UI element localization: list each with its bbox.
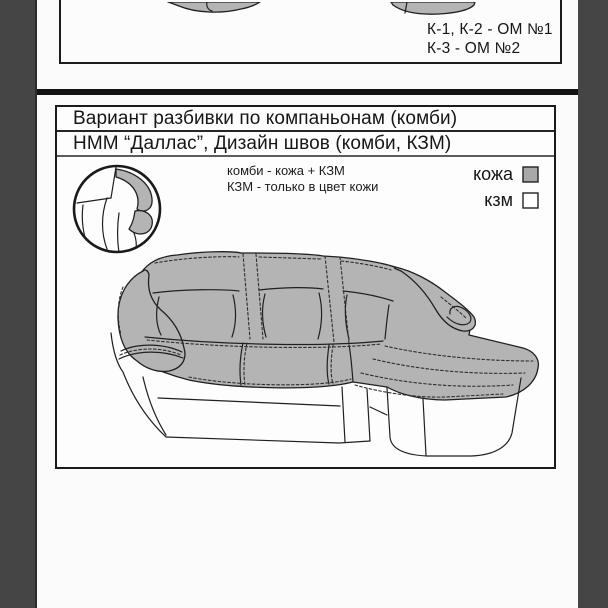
legend-notes — [227, 163, 378, 195]
component-note-line-1: К-1, К-2 - ОМ №1 — [427, 21, 553, 38]
sofa-corner-detail-circle — [70, 162, 164, 256]
previous-figure-box — [59, 0, 562, 64]
combi-layout-panel — [55, 105, 556, 469]
corner-sofa-illustration — [93, 247, 550, 465]
legend-note-line-2: КЗМ - только в цвет кожи — [227, 179, 379, 194]
legend-label-leather: кожа — [473, 164, 513, 184]
component-note-line-2: К-3 - ОМ №2 — [427, 39, 521, 57]
panel-subtitle: НММ “Даллас”, Дизайн швов (комби, КЗМ) — [57, 132, 554, 157]
page-divider — [37, 89, 578, 95]
material-legend — [473, 166, 539, 218]
kzm-swatch-icon — [522, 192, 539, 209]
legend-label-kzm: кзм — [484, 190, 513, 210]
component-notes — [427, 21, 553, 58]
legend-note-line-1: комби - кожа + КЗМ — [227, 163, 345, 178]
panel-content — [57, 157, 554, 465]
panel-title: Вариант разбивки по компаньонам (комби) — [57, 107, 554, 132]
legend-row-kzm — [473, 192, 539, 209]
leather-swatch-icon — [522, 166, 539, 183]
legend-row-leather — [473, 166, 539, 183]
